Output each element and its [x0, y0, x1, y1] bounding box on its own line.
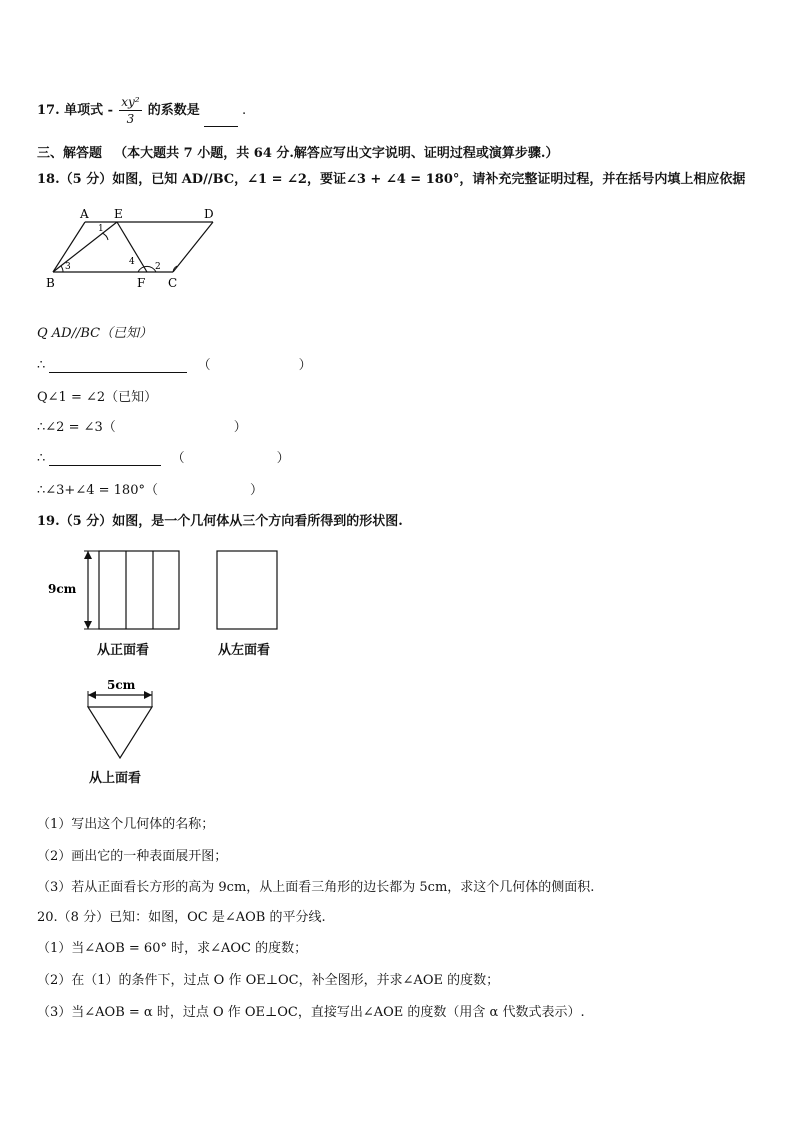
q19-stem: 19.（5 分）如图，是一个几何体从三个方向看所得到的形状图. [37, 514, 403, 529]
q18-step-4-paren-close: ） [233, 420, 247, 435]
q17-prefix: 17. 单项式 - [37, 103, 114, 118]
q20-stem: 20.（8 分）已知：如图，OC 是∠AOB 的平分线. [37, 910, 326, 925]
label-E: E [114, 207, 123, 221]
q18-step-5-blank[interactable] [49, 465, 161, 466]
q18-step-3 [37, 386, 157, 405]
q18-step-4 [37, 416, 247, 435]
q18-stem: 18.（5 分）如图，已知 AD//BC，∠1 = ∠2，要证∠3 + ∠4 = 180°，请补充完整证明过程，并在括号内填上相应依据 [37, 172, 746, 187]
q17-end: . [242, 103, 247, 118]
q18-step-5-paren-open: （ [171, 451, 185, 466]
q20-sub-2: （2）在（1）的条件下，过点 O 作 OE⊥OC，补全图形，并求∠AOE 的度数； [37, 973, 500, 988]
caption-front-view: 从正面看 [97, 643, 150, 658]
section-3-heading [37, 142, 558, 161]
q19-sub-3: （3）若从正面看长方形的高为 9cm，从上面看三角形的边长都为 5cm，求这个几何体的侧面积. [37, 880, 595, 895]
q19-sub-1: （1）写出这个几何体的名称； [37, 817, 215, 832]
q19-top-view [80, 673, 170, 763]
label-B: B [46, 276, 55, 290]
angle-label-2: 2 [155, 262, 161, 272]
q18-step-4-lead: ∴∠2 = ∠3（ [37, 420, 116, 435]
q17-answer-blank[interactable] [204, 126, 238, 127]
section-3-note: （本大题共 7 小题，共 64 分.解答应写出文字说明、证明过程或演算步骤.） [114, 146, 559, 161]
q18-step-2-blank[interactable] [49, 372, 187, 373]
q18-step-6-lead: ∴∠3+∠4 = 180°（ [37, 483, 158, 498]
q18-step-1-text: Q AD//BC（已知） [37, 326, 153, 341]
q17-fraction-numerator: xy² [121, 95, 140, 109]
q17-fraction-denominator: 3 [126, 112, 135, 126]
q17-suffix: 的系数是 [147, 103, 200, 118]
angle-label-3: 3 [65, 262, 71, 272]
label-D: D [204, 207, 214, 221]
question-17 [37, 94, 246, 127]
caption-left-view: 从左面看 [218, 643, 271, 658]
q18-step-5-paren-close: ） [276, 451, 290, 466]
section-3-title: 三、解答题 [37, 146, 103, 161]
height-dimension-label: 9cm [48, 582, 77, 596]
q19-sub-2: （2）画出它的一种表面展开图； [37, 849, 228, 864]
q18-step-2-lead: ∴ [37, 358, 46, 373]
label-F: F [137, 276, 146, 290]
label-C: C [168, 276, 178, 290]
q18-step-5 [37, 447, 290, 466]
q18-parallelogram-figure [40, 200, 230, 295]
label-A: A [80, 207, 89, 221]
q18-step-3-text: Q∠1 = ∠2（已知） [37, 390, 158, 405]
q18-step-6-paren-close: ） [249, 483, 263, 498]
q18-step-2-paren-close: ） [298, 358, 312, 373]
width-dimension-label: 5cm [107, 678, 136, 692]
angle-label-4: 4 [129, 257, 135, 267]
q18-step-2-paren-open: （ [197, 358, 211, 373]
q20-sub-1: （1）当∠AOB = 60° 时，求∠AOC 的度数； [37, 941, 308, 956]
q19-front-and-left-views [44, 545, 294, 635]
caption-top-view: 从上面看 [89, 771, 142, 786]
q20-sub-3: （3）当∠AOB = α 时，过点 O 作 OE⊥OC，直接写出∠AOE 的度数（用含 α 代数式表示）. [37, 1005, 585, 1020]
q18-step-6 [37, 479, 263, 498]
q18-step-1 [37, 322, 152, 341]
q18-step-2 [37, 354, 312, 373]
angle-label-1: 1 [98, 224, 104, 234]
q18-step-5-lead: ∴ [37, 451, 46, 466]
q17-fraction [119, 94, 141, 127]
